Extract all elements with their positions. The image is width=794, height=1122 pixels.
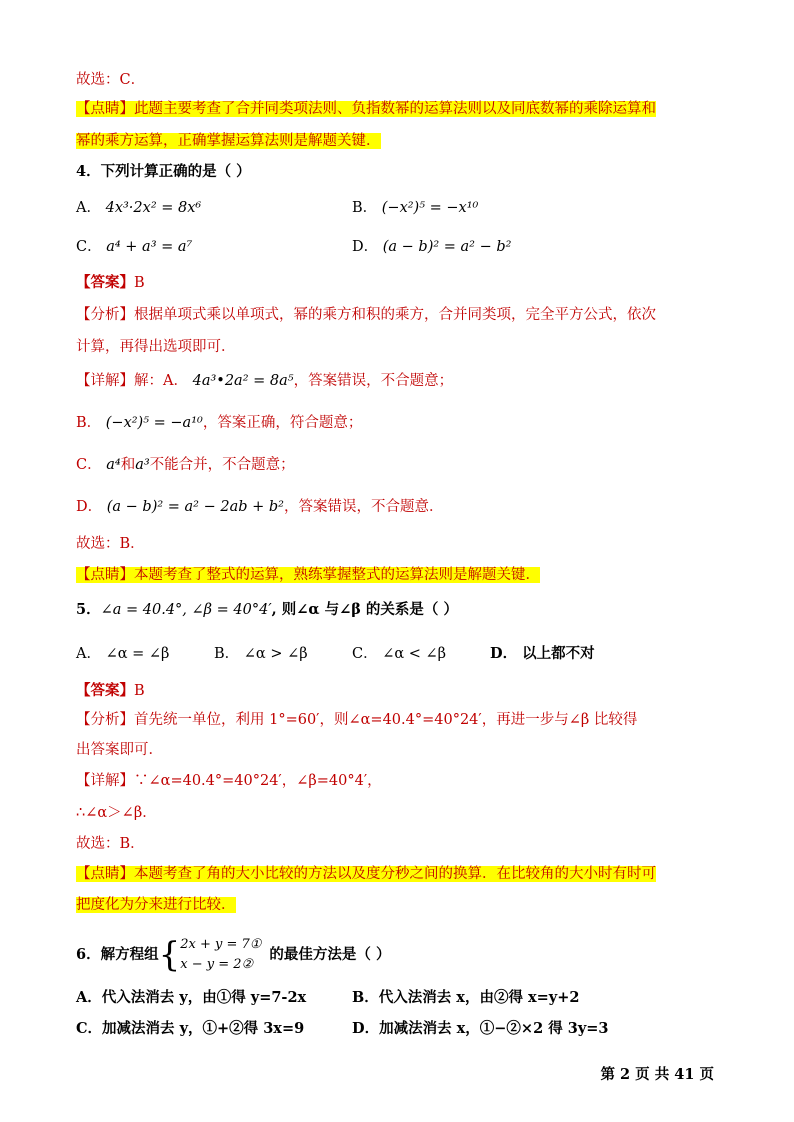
q6-equation1: 2x + y = 7① bbox=[180, 937, 262, 952]
q6-option-c: C．加减法消去 y，①+②得 3x=9 bbox=[76, 1020, 305, 1037]
q4-answer-label: 【答案】 bbox=[76, 274, 134, 291]
q4-option-d bbox=[352, 235, 511, 259]
q5-stem bbox=[76, 598, 458, 622]
q4-detail-b-math: (−x²)⁵ = −a¹⁰ bbox=[105, 415, 203, 431]
q5-detail-line1 bbox=[76, 769, 382, 793]
q5-detail-line2: ∴∠α＞∠β． bbox=[76, 805, 157, 821]
q4-option-c-math: a⁴ + a³ = a⁷ bbox=[106, 239, 193, 255]
q6-option-a: A．代入法消去 y，由①得 y=7-2x bbox=[76, 989, 307, 1006]
q4-detail-label: 【详解】 bbox=[76, 373, 134, 389]
q4-option-a-math: 4x³·2x² = 8x⁶ bbox=[105, 200, 202, 216]
q5-detail-label: 【详解】 bbox=[76, 773, 134, 789]
q4-detail-c-math1: a⁴ bbox=[106, 457, 121, 473]
q4-detail-a-math: 4a³•2a² = 8a⁵ bbox=[192, 373, 294, 389]
q5-analysis-line1 bbox=[76, 708, 637, 732]
q4-option-b-label: B． bbox=[352, 200, 378, 216]
q4-detail-d-suffix: ，答案错误，不合题意． bbox=[283, 499, 444, 515]
q6-brace: { bbox=[158, 935, 181, 975]
q5-option-a: A． ∠α = ∠β bbox=[76, 646, 170, 662]
q4-detail-d bbox=[76, 495, 443, 519]
q4-detail-d-prefix: D． bbox=[76, 499, 103, 515]
q4-answer bbox=[76, 271, 145, 295]
q4-option-d-label: D． bbox=[352, 239, 379, 255]
q6-option-d: D．加减法消去 x，①−②×2 得 3y=3 bbox=[352, 1020, 609, 1037]
q3-choice: 故选：C． bbox=[76, 72, 146, 88]
q4-analysis-line2: 计算，再得出选项即可． bbox=[76, 339, 236, 355]
q4-analysis-label: 【分析】 bbox=[76, 307, 134, 323]
page-footer: 第 2 页 共 41 页 bbox=[600, 1066, 714, 1083]
q5-tip-line2 bbox=[76, 893, 236, 917]
q4-option-c bbox=[76, 235, 192, 259]
q6-stem bbox=[76, 931, 390, 979]
q4-detail-a bbox=[76, 369, 453, 393]
q4-detail-a-prefix: 解：A． bbox=[134, 373, 188, 389]
q4-detail-c-prefix: C． bbox=[76, 457, 102, 473]
q5-answer-label: 【答案】 bbox=[76, 682, 134, 699]
q4-analysis-text1: 根据单项式乘以单项式，幂的乘方和积的乘方，合并同类项，完全平方公式，依次 bbox=[134, 307, 656, 323]
q5-tip-label: 【点睛】 bbox=[76, 866, 134, 882]
q6-option-b: B．代入法消去 x，由②得 x=y+2 bbox=[352, 989, 580, 1006]
q5-option-b: B． ∠α > ∠β bbox=[214, 646, 308, 662]
q5-analysis-line2: 出答案即可． bbox=[76, 742, 163, 758]
q4-detail-b-prefix: B． bbox=[76, 415, 102, 431]
q4-option-a-label: A． bbox=[76, 200, 101, 216]
q6-system bbox=[180, 935, 261, 975]
q6-prefix: 6．解方程组 bbox=[76, 946, 159, 963]
q4-option-c-label: C． bbox=[76, 239, 102, 255]
q4-tip bbox=[76, 563, 540, 587]
q4-tip-text: 本题考查了整式的运算，熟练掌握整式的运算法则是解题关键． bbox=[134, 567, 540, 583]
q5-analysis-label: 【分析】 bbox=[76, 712, 134, 728]
q5-answer bbox=[76, 679, 145, 703]
q6-suffix: 的最佳方法是（ ） bbox=[269, 946, 391, 963]
q4-choice: 故选：B． bbox=[76, 536, 145, 552]
q5-detail-text1: ∵∠α=40.4°=40°24′，∠β=40°4′， bbox=[134, 773, 382, 789]
q4-detail-b-suffix: ，答案正确，符合题意； bbox=[202, 415, 363, 431]
q5-tip-text1: 本题考查了角的大小比较的方法以及度分秒之间的换算．在比较角的大小时有时可 bbox=[134, 866, 656, 882]
q3-tip-text1: 此题主要考查了合并同类项法则、负指数幂的运算法则以及同底数幂的乘除运算和 bbox=[134, 101, 656, 117]
q3-tip-line2 bbox=[76, 129, 381, 153]
q4-option-a bbox=[76, 196, 201, 220]
q4-stem: 4．下列计算正确的是（ ） bbox=[76, 163, 251, 180]
q4-option-b bbox=[352, 196, 478, 220]
q4-option-d-math: (a − b)² = a² − b² bbox=[382, 239, 512, 255]
q6-equation2: x − y = 2② bbox=[180, 957, 254, 972]
q4-detail-c bbox=[76, 453, 295, 477]
q4-detail-d-math: (a − b)² = a² − 2ab + b² bbox=[106, 499, 284, 515]
q4-detail-a-suffix: ，答案错误，不合题意； bbox=[293, 373, 454, 389]
q4-detail-b bbox=[76, 411, 362, 435]
q4-detail-c-math2: a³ bbox=[135, 457, 150, 473]
q4-option-b-math: (−x²)⁵ = −x¹⁰ bbox=[381, 200, 479, 216]
q4-answer-value: B bbox=[134, 275, 145, 291]
q5-tip-line1 bbox=[76, 862, 656, 886]
q4-detail-c-suffix: 不能合并，不合题意； bbox=[149, 457, 295, 473]
q5-tip-text2: 把度化为分来进行比较． bbox=[76, 897, 236, 913]
q5-option-d: D． 以上都不对 bbox=[490, 645, 595, 662]
q5-answer-value: B bbox=[134, 683, 145, 699]
q5-option-c: C． ∠α < ∠β bbox=[352, 646, 447, 662]
q5-analysis-text1: 首先统一单位，利用 1°=60′，则∠α=40.4°=40°24′，再进一步与∠β 比较得 bbox=[134, 712, 638, 728]
q3-tip-label: 【点睛】 bbox=[76, 101, 134, 117]
q5-stem-math: ∠a = 40.4°, ∠β = 40°4′ bbox=[100, 602, 272, 618]
q5-number: 5． bbox=[76, 601, 101, 618]
q5-stem-text: , 则∠α 与∠β 的关系是（ ） bbox=[271, 601, 458, 618]
q4-tip-label: 【点睛】 bbox=[76, 567, 134, 583]
q3-tip-text2: 幂的乘方运算，正确掌握运算法则是解题关键． bbox=[76, 133, 381, 149]
q3-tip-line1 bbox=[76, 97, 656, 121]
q4-analysis-line1 bbox=[76, 303, 656, 327]
q5-choice: 故选：B． bbox=[76, 836, 145, 852]
q4-detail-c-mid: 和 bbox=[120, 457, 136, 473]
